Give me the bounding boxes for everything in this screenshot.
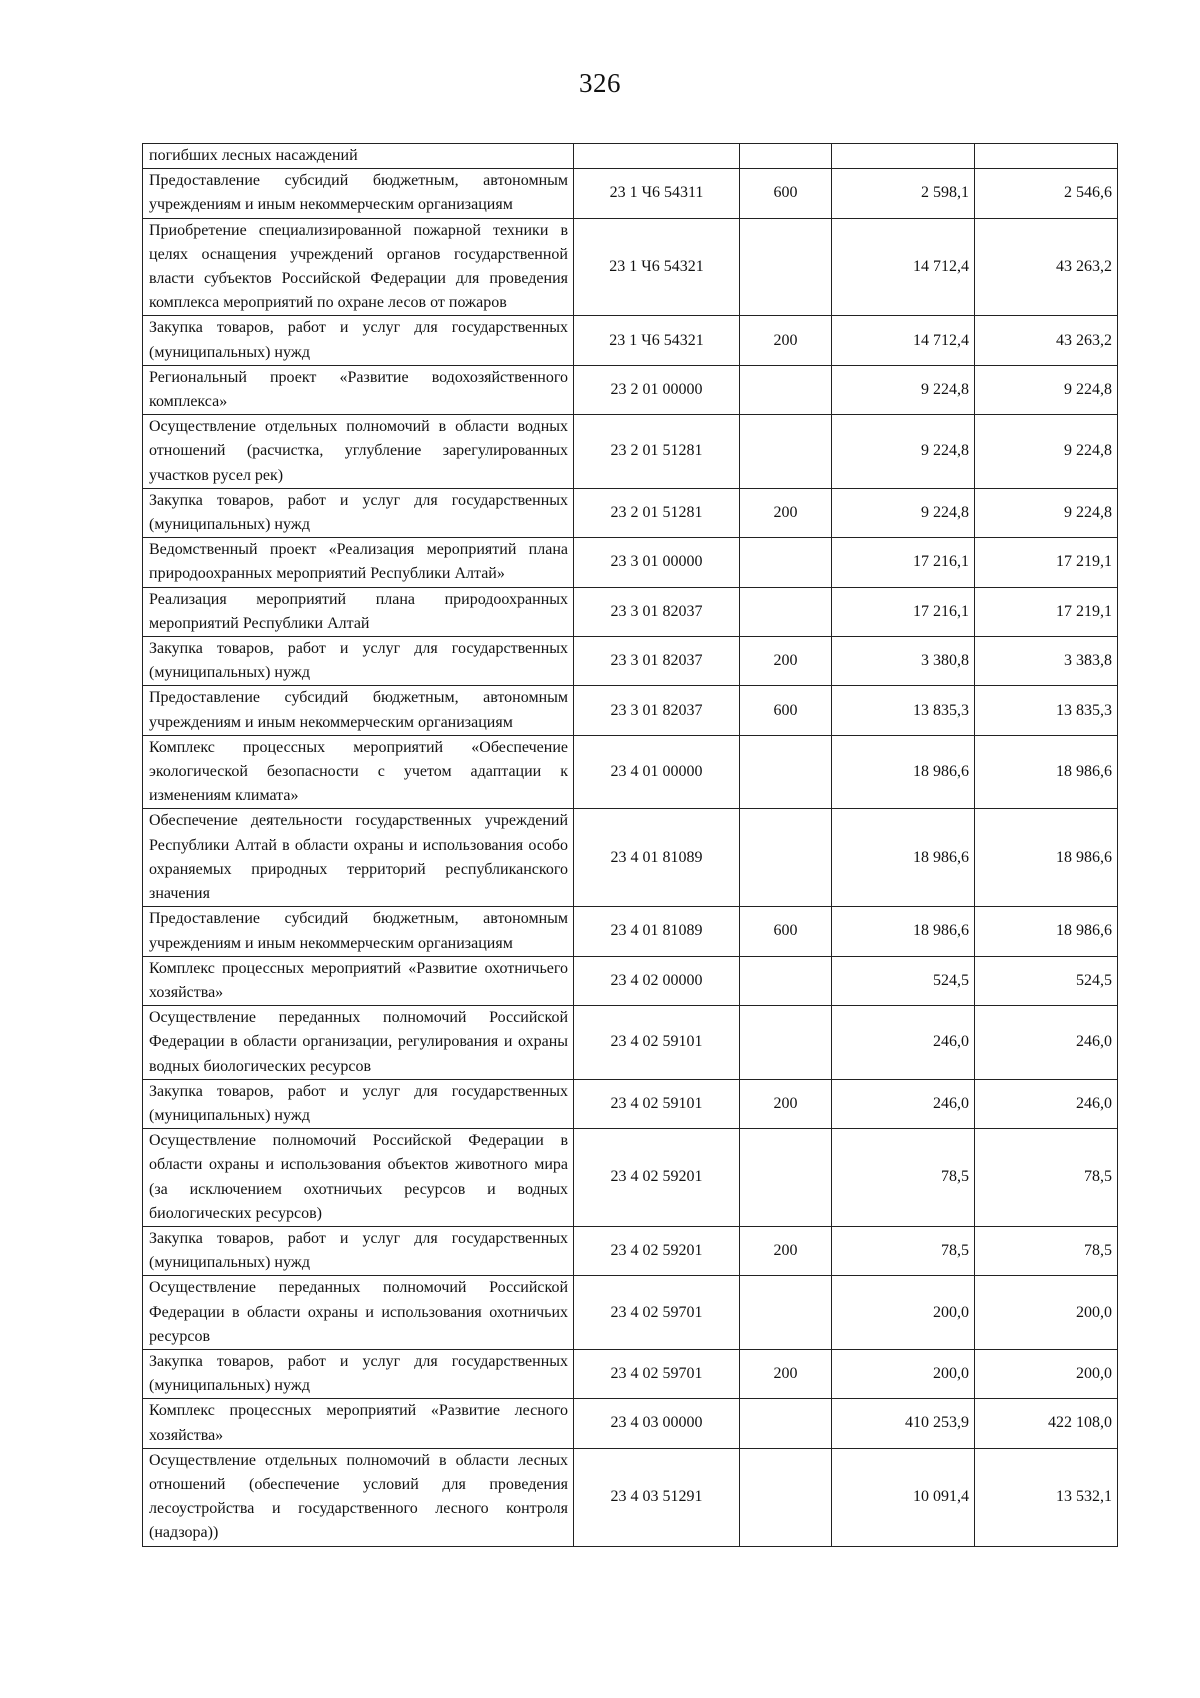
- row-expense-type: 200: [740, 1079, 832, 1128]
- row-value-year-2: 18 986,6: [975, 907, 1118, 956]
- table-row: [143, 587, 1118, 636]
- row-value-year-2: 18 986,6: [975, 809, 1118, 907]
- row-expense-type: [740, 587, 832, 636]
- row-code: 23 3 01 82037: [574, 637, 740, 686]
- row-value-year-2: 524,5: [975, 956, 1118, 1005]
- row-code: 23 2 01 51281: [574, 415, 740, 489]
- budget-table-body: [143, 144, 1118, 1547]
- row-name: Закупка товаров, работ и услуг для государственных (муниципальных) нужд: [143, 1226, 574, 1275]
- row-name: Предоставление субсидий бюджетным, автономным учреждениям и иным некоммерческим организациям: [143, 169, 574, 218]
- row-value-year-2: 13 835,3: [975, 686, 1118, 735]
- row-expense-type: [740, 1448, 832, 1546]
- row-name: Осуществление переданных полномочий Российской Федерации в области охраны и использования охотничьих ресурсов: [143, 1276, 574, 1350]
- table-row: [143, 538, 1118, 587]
- table-row: [143, 686, 1118, 735]
- row-expense-type: [740, 538, 832, 587]
- row-value-year-1: 410 253,9: [832, 1399, 975, 1448]
- row-value-year-2: 2 546,6: [975, 169, 1118, 218]
- row-value-year-2: 13 532,1: [975, 1448, 1118, 1546]
- row-code: 23 4 03 51291: [574, 1448, 740, 1546]
- row-value-year-1: 18 986,6: [832, 907, 975, 956]
- row-code: 23 4 03 00000: [574, 1399, 740, 1448]
- table-row: [143, 169, 1118, 218]
- row-value-year-1: 9 224,8: [832, 415, 975, 489]
- row-expense-type: [740, 1006, 832, 1080]
- row-name: Реализация мероприятий плана природоохранных мероприятий Республики Алтай: [143, 587, 574, 636]
- row-code: 23 3 01 82037: [574, 587, 740, 636]
- row-expense-type: [740, 365, 832, 414]
- row-value-year-1: 78,5: [832, 1226, 975, 1275]
- row-code: 23 1 Ч6 54321: [574, 218, 740, 316]
- table-row: [143, 1399, 1118, 1448]
- row-value-year-2: 17 219,1: [975, 587, 1118, 636]
- row-name: Региональный проект «Развитие водохозяйственного комплекса»: [143, 365, 574, 414]
- budget-table: [142, 143, 1118, 1547]
- row-expense-type: [740, 809, 832, 907]
- row-name: Приобретение специализированной пожарной техники в целях оснащения учреждений органов государственной власти субъектов Российской Федерации для проведения комплекса мероприятий по охране лесов от пожаров: [143, 218, 574, 316]
- row-value-year-1: 200,0: [832, 1349, 975, 1398]
- row-expense-type: 600: [740, 169, 832, 218]
- row-name: Комплекс процессных мероприятий «Развитие лесного хозяйства»: [143, 1399, 574, 1448]
- row-name: Закупка товаров, работ и услуг для государственных (муниципальных) нужд: [143, 316, 574, 365]
- row-value-year-2: 422 108,0: [975, 1399, 1118, 1448]
- row-name: Осуществление отдельных полномочий в области водных отношений (расчистка, углубление зарегулированных участков русел рек): [143, 415, 574, 489]
- row-value-year-2: 9 224,8: [975, 365, 1118, 414]
- row-value-year-2: 43 263,2: [975, 218, 1118, 316]
- row-value-year-2: 246,0: [975, 1079, 1118, 1128]
- row-code: 23 4 02 59701: [574, 1349, 740, 1398]
- row-expense-type: [740, 218, 832, 316]
- row-value-year-1: 14 712,4: [832, 316, 975, 365]
- table-row: [143, 1129, 1118, 1227]
- row-expense-type: 600: [740, 686, 832, 735]
- row-name: Осуществление переданных полномочий Российской Федерации в области организации, регулирования и охраны водных биологических ресурсов: [143, 1006, 574, 1080]
- row-value-year-2: 9 224,8: [975, 415, 1118, 489]
- row-value-year-1: [832, 144, 975, 169]
- row-code: 23 3 01 82037: [574, 686, 740, 735]
- row-value-year-2: 43 263,2: [975, 316, 1118, 365]
- row-expense-type: [740, 1276, 832, 1350]
- row-code: 23 4 02 59101: [574, 1006, 740, 1080]
- row-expense-type: 200: [740, 488, 832, 537]
- table-row: [143, 1448, 1118, 1546]
- row-value-year-1: 10 091,4: [832, 1448, 975, 1546]
- row-name: Закупка товаров, работ и услуг для государственных (муниципальных) нужд: [143, 488, 574, 537]
- row-name: Закупка товаров, работ и услуг для государственных (муниципальных) нужд: [143, 637, 574, 686]
- row-value-year-1: 18 986,6: [832, 809, 975, 907]
- row-value-year-1: 78,5: [832, 1129, 975, 1227]
- row-value-year-2: 17 219,1: [975, 538, 1118, 587]
- row-value-year-2: [975, 144, 1118, 169]
- table-row: [143, 316, 1118, 365]
- table-row: [143, 1079, 1118, 1128]
- table-row: [143, 1276, 1118, 1350]
- row-value-year-2: 78,5: [975, 1226, 1118, 1275]
- row-expense-type: 200: [740, 1349, 832, 1398]
- row-code: 23 4 02 59101: [574, 1079, 740, 1128]
- row-name: Закупка товаров, работ и услуг для государственных (муниципальных) нужд: [143, 1079, 574, 1128]
- row-value-year-1: 246,0: [832, 1006, 975, 1080]
- row-value-year-1: 13 835,3: [832, 686, 975, 735]
- row-expense-type: [740, 144, 832, 169]
- table-row: [143, 735, 1118, 809]
- table-row: [143, 1226, 1118, 1275]
- row-value-year-1: 524,5: [832, 956, 975, 1005]
- table-row: [143, 637, 1118, 686]
- row-value-year-2: 246,0: [975, 1006, 1118, 1080]
- row-name: Осуществление полномочий Российской Федерации в области охраны и использования объектов животного мира (за исключением охотничьих ресурсов и водных биологических ресурсов): [143, 1129, 574, 1227]
- row-expense-type: 200: [740, 1226, 832, 1275]
- table-row: [143, 956, 1118, 1005]
- row-name: Предоставление субсидий бюджетным, автономным учреждениям и иным некоммерческим организациям: [143, 686, 574, 735]
- row-code: 23 4 02 59201: [574, 1226, 740, 1275]
- row-value-year-1: 2 598,1: [832, 169, 975, 218]
- row-expense-type: [740, 956, 832, 1005]
- table-row: [143, 365, 1118, 414]
- row-code: 23 2 01 00000: [574, 365, 740, 414]
- row-expense-type: [740, 1399, 832, 1448]
- row-code: 23 4 01 81089: [574, 809, 740, 907]
- row-name: погибших лесных насаждений: [143, 144, 574, 169]
- table-row: [143, 415, 1118, 489]
- table-row: [143, 488, 1118, 537]
- row-value-year-1: 246,0: [832, 1079, 975, 1128]
- row-expense-type: 600: [740, 907, 832, 956]
- row-value-year-1: 9 224,8: [832, 488, 975, 537]
- row-name: Предоставление субсидий бюджетным, автономным учреждениям и иным некоммерческим организациям: [143, 907, 574, 956]
- row-code: 23 1 Ч6 54321: [574, 316, 740, 365]
- row-code: 23 4 01 81089: [574, 907, 740, 956]
- row-name: Ведомственный проект «Реализация мероприятий плана природоохранных мероприятий Республики Алтай»: [143, 538, 574, 587]
- row-code: 23 4 02 59201: [574, 1129, 740, 1227]
- row-value-year-2: 18 986,6: [975, 735, 1118, 809]
- table-row: [143, 144, 1118, 169]
- row-value-year-1: 14 712,4: [832, 218, 975, 316]
- row-expense-type: [740, 415, 832, 489]
- row-value-year-2: 200,0: [975, 1349, 1118, 1398]
- table-row: [143, 218, 1118, 316]
- row-value-year-2: 200,0: [975, 1276, 1118, 1350]
- row-value-year-2: 78,5: [975, 1129, 1118, 1227]
- row-name: Комплекс процессных мероприятий «Развитие охотничьего хозяйства»: [143, 956, 574, 1005]
- row-expense-type: [740, 1129, 832, 1227]
- row-value-year-1: 18 986,6: [832, 735, 975, 809]
- table-row: [143, 907, 1118, 956]
- row-name: Комплекс процессных мероприятий «Обеспечение экологической безопасности с учетом адаптации к изменениям климата»: [143, 735, 574, 809]
- row-code: 23 3 01 00000: [574, 538, 740, 587]
- row-value-year-1: 3 380,8: [832, 637, 975, 686]
- row-code: 23 2 01 51281: [574, 488, 740, 537]
- page-number: 326: [579, 68, 621, 98]
- row-code: [574, 144, 740, 169]
- row-name: Осуществление отдельных полномочий в области лесных отношений (обеспечение условий для проведения лесоустройства и государственного лесного контроля (надзора)): [143, 1448, 574, 1546]
- row-expense-type: 200: [740, 637, 832, 686]
- row-expense-type: [740, 735, 832, 809]
- row-value-year-1: 9 224,8: [832, 365, 975, 414]
- row-name: Закупка товаров, работ и услуг для государственных (муниципальных) нужд: [143, 1349, 574, 1398]
- row-expense-type: 200: [740, 316, 832, 365]
- row-code: 23 4 02 00000: [574, 956, 740, 1005]
- row-code: 23 4 02 59701: [574, 1276, 740, 1350]
- table-row: [143, 809, 1118, 907]
- row-name: Обеспечение деятельности государственных учреждений Республики Алтай в области охраны и использования особо охраняемых природных территорий республиканского значения: [143, 809, 574, 907]
- row-value-year-1: 17 216,1: [832, 538, 975, 587]
- row-value-year-2: 3 383,8: [975, 637, 1118, 686]
- row-value-year-1: 17 216,1: [832, 587, 975, 636]
- table-row: [143, 1349, 1118, 1398]
- row-value-year-2: 9 224,8: [975, 488, 1118, 537]
- row-code: 23 4 01 00000: [574, 735, 740, 809]
- row-value-year-1: 200,0: [832, 1276, 975, 1350]
- table-row: [143, 1006, 1118, 1080]
- row-code: 23 1 Ч6 54311: [574, 169, 740, 218]
